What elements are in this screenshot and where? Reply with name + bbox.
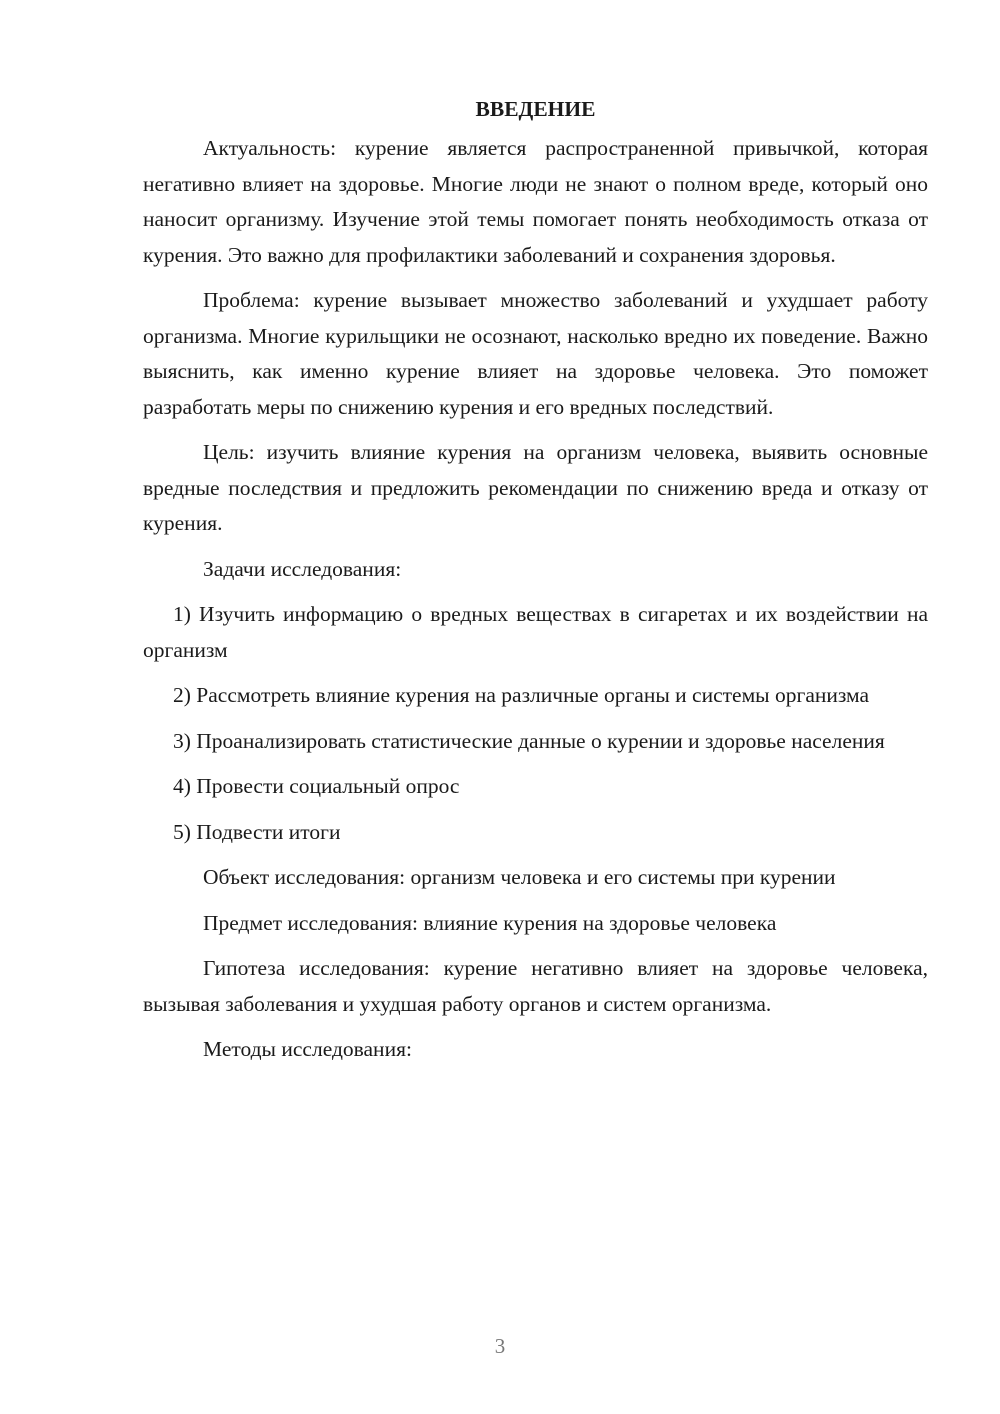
paragraph-goal: Цель: изучить влияние курения на организм человека, выявить основные вредные последствия и предложить рекомендации по снижению вреда и отказу от курения. xyxy=(143,440,928,535)
task-item-5: 5) Подвести итоги xyxy=(173,819,341,844)
page-number: 3 xyxy=(494,1334,506,1358)
task-item-4: 4) Провести социальный опрос xyxy=(173,774,460,798)
paragraph-hypothesis: Гипотеза исследования: курение негативно влияет на здоровье человека, вызывая заболевания и ухудшая работу органов и систем организма. xyxy=(143,956,928,1016)
paragraph-relevance: Актуальность: курение является распространенной привычкой, которая негативно влияет на здоровье. Многие люди не знают о полном вреде, который оно наносит организму. Изучение этой темы помогает понять необходимость отказа от курения. Это важно для профилактики заболеваний и сохранения здоровья. xyxy=(143,136,928,267)
paragraph-object: Объект исследования: организм человека и его системы при курении xyxy=(203,865,836,889)
document-page xyxy=(143,92,928,1078)
paragraph-problem: Проблема: курение вызывает множество заболеваний и ухудшает работу организма. Многие курильщики не осознают, насколько вредно их поведение. Важно выяснить, как именно курение влияет на здоровье человека. Это поможет разработать меры по снижению курения и его вредных последствий. xyxy=(143,288,928,419)
paragraph-subject: Предмет исследования: влияние курения на здоровье человека xyxy=(203,910,777,935)
section-title: ВВЕДЕНИЕ xyxy=(475,97,596,121)
methods-heading: Методы исследования: xyxy=(203,1037,412,1061)
tasks-heading: Задачи исследования: xyxy=(203,556,402,581)
task-item-1: 1) Изучить информацию о вредных веществах в сигаретах и их воздействии на организм xyxy=(143,602,928,662)
task-item-3: 3) Проанализировать статистические данные о курении и здоровье населения xyxy=(173,728,885,753)
task-item-2: 2) Рассмотреть влияние курения на различные органы и системы организма xyxy=(173,683,870,707)
